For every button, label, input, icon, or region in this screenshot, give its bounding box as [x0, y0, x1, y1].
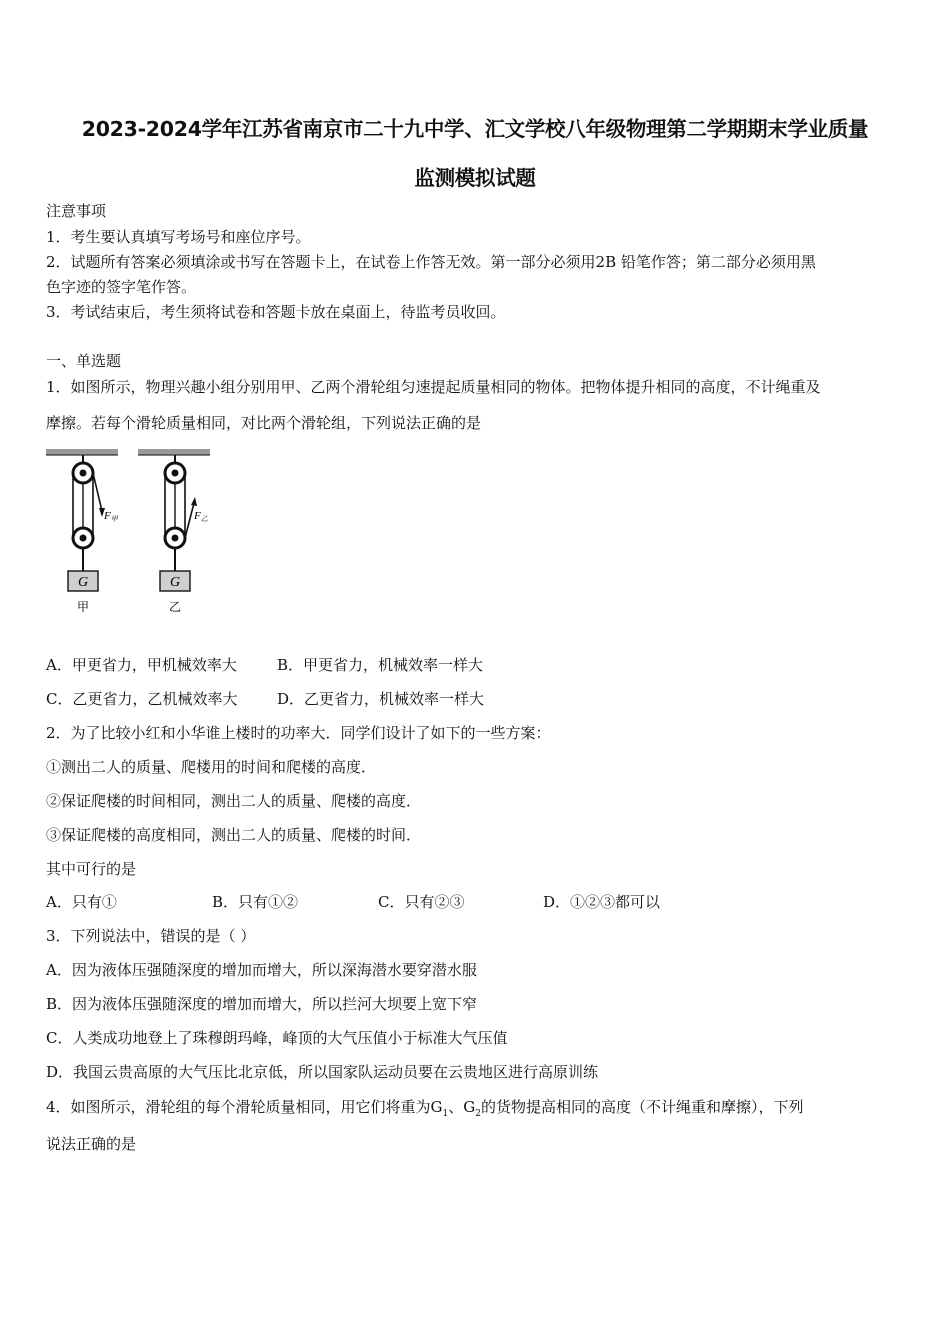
q2-scheme-3: ③保证爬楼的高度相同，测出二人的质量、爬楼的时间．	[46, 826, 422, 844]
q4-stem-line-2: 说法正确的是	[46, 1135, 137, 1153]
pulley-figure	[44, 445, 224, 620]
q3-option-b: B．因为液体压强随深度的增加而增大，所以拦河大坝要上宽下窄	[46, 995, 478, 1013]
q2-option-b: B．只有①②	[212, 893, 299, 911]
q1-option-a: A．甲更省力，甲机械效率大	[46, 656, 237, 674]
q2-question: 其中可行的是	[46, 860, 137, 878]
load-label-left: G	[77, 575, 89, 590]
q3-option-a: A．因为液体压强随深度的增加而增大，所以深海潜水要穿潜水服	[46, 961, 477, 979]
ceiling-right	[138, 449, 210, 455]
q2-scheme-1: ①测出二人的质量、爬楼用的时间和爬楼的高度．	[46, 758, 377, 776]
q2-option-c: C．只有②③	[378, 893, 465, 911]
q2-option-a: A．只有①	[46, 893, 117, 911]
notice-heading: 注意事项	[46, 202, 107, 220]
exam-title-line-1: 2023-2024学年江苏省南京市二十九中学、汇文学校八年级物理第二学期期末学业质量	[81, 117, 869, 141]
q1-option-b: B．甲更省力，机械效率一样大	[277, 656, 484, 674]
caption-right: 乙	[168, 600, 182, 614]
exam-title-line-2: 监测模拟试题	[414, 166, 536, 190]
pulley-system-right	[160, 455, 197, 591]
load-label-right: G	[169, 575, 181, 590]
notice-item-2: 2．试题所有答案必须填涂或书写在答题卡上，在试卷上作答无效。第一部分必须用2B 铅笔作答；第二部分必须用黑	[46, 253, 816, 271]
q2-option-d: D．①②③都可以	[543, 893, 661, 911]
pulley-system-left	[68, 455, 105, 591]
q3-option-c: C．人类成功地登上了珠穆朗玛峰，峰顶的大气压值小于标准大气压值	[46, 1029, 508, 1047]
caption-left: 甲	[76, 600, 90, 614]
force-label-left: F甲	[104, 510, 118, 523]
force-label-right: F乙	[194, 510, 208, 523]
notice-item-3: 3．考试结束后，考生须将试卷和答题卡放在桌面上，待监考员收回。	[46, 303, 506, 321]
q1-stem-line-1: 1．如图所示，物理兴趣小组分别用甲、乙两个滑轮组匀速提起质量相同的物体。把物体提升相同的高度，不计绳重及	[46, 378, 821, 396]
q3-option-d: D．我国云贵高原的大气压比北京低，所以国家队运动员要在云贵地区进行高原训练	[46, 1063, 599, 1081]
q1-option-d: D．乙更省力，机械效率一样大	[277, 690, 485, 708]
q3-stem: 3．下列说法中，错误的是（ ）	[46, 927, 256, 945]
ceiling-left	[46, 449, 118, 455]
section-heading: 一、单选题	[46, 352, 122, 370]
q4-stem-line-1: 4．如图所示，滑轮组的每个滑轮质量相同，用它们将重为$G_1$、$G_2$的货物提高相同的高度（不计绳重和摩擦），下列	[46, 1098, 804, 1119]
notice-item-2-continued: 色字迹的签字笔作答。	[46, 278, 197, 296]
q2-stem: 2．为了比较小红和小华谁上楼时的功率大．同学们设计了如下的一些方案：	[46, 724, 551, 742]
q2-scheme-2: ②保证爬楼的时间相同，测出二人的质量、爬楼的高度．	[46, 792, 422, 810]
q1-stem-line-2: 摩擦。若每个滑轮质量相同，对比两个滑轮组，下列说法正确的是	[46, 414, 482, 432]
q1-option-c: C．乙更省力，乙机械效率大	[46, 690, 238, 708]
notice-item-1: 1．考生要认真填写考场号和座位序号。	[46, 228, 311, 246]
